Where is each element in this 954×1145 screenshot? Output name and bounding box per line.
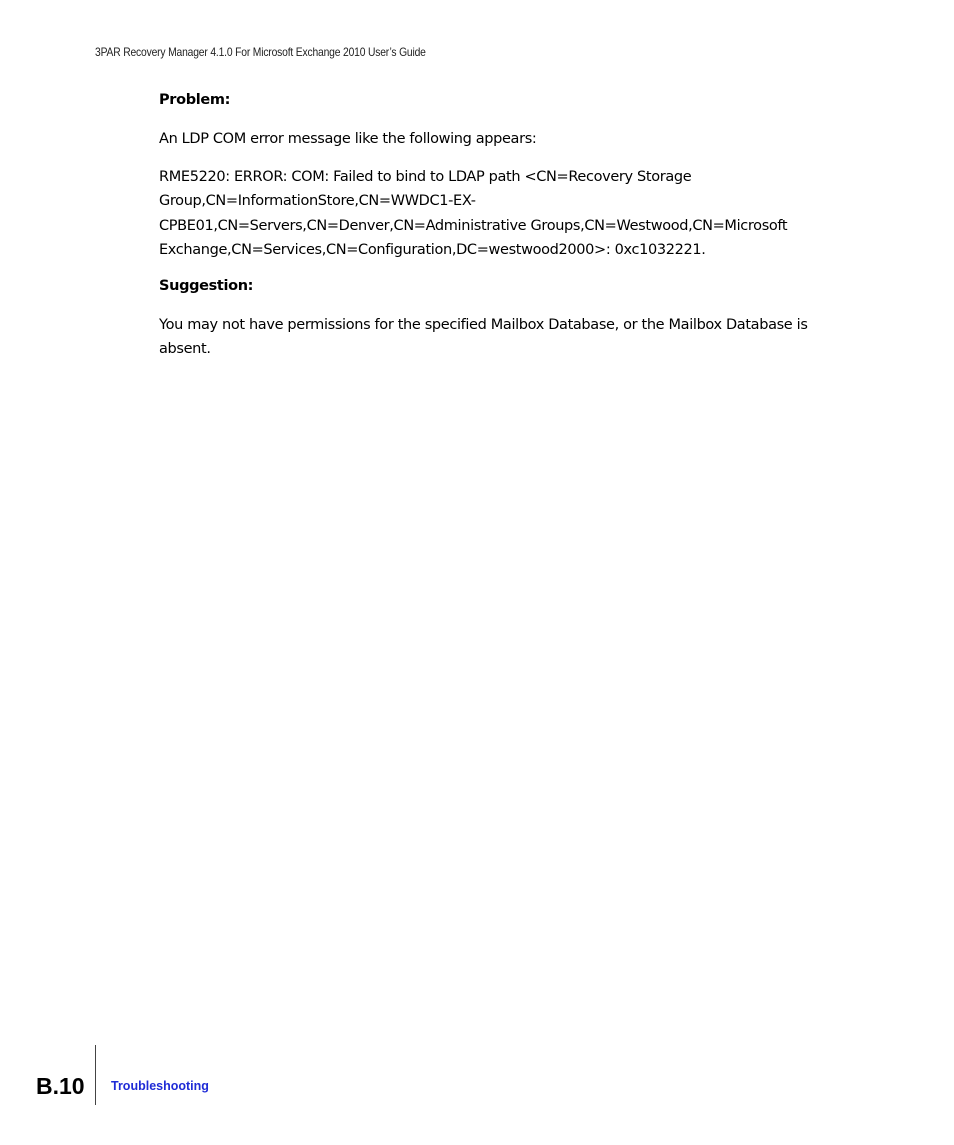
- footer-section-link[interactable]: Troubleshooting: [111, 1079, 209, 1093]
- page-number: B.10: [36, 1073, 85, 1099]
- error-line: Exchange,CN=Services,CN=Configuration,DC=westwood2000>: 0xc1032221.: [159, 242, 706, 258]
- error-message: [159, 165, 819, 263]
- running-header: 3PAR Recovery Manager 4.1.0 For Microsoft Exchange 2010 User’s Guide: [95, 45, 426, 59]
- error-line: RME5220: ERROR: COM: Failed to bind to LDAP path <CN=Recovery Storage: [159, 168, 692, 185]
- suggestion-heading: Suggestion:: [159, 277, 254, 294]
- error-line: CPBE01,CN=Servers,CN=Denver,CN=Administrative Groups,CN=Westwood,CN=Microsoft: [159, 217, 788, 234]
- problem-heading: Problem:: [159, 92, 231, 108]
- problem-intro: An LDP COM error message like the following appears:: [159, 131, 537, 147]
- document-body: [159, 90, 859, 375]
- footer-divider: [95, 1045, 96, 1105]
- suggestion-text: You may not have permissions for the specified Mailbox Database, or the Mailbox Database is absent.: [159, 316, 808, 357]
- error-line: Group,CN=InformationStore,CN=WWDC1-EX-: [159, 193, 476, 209]
